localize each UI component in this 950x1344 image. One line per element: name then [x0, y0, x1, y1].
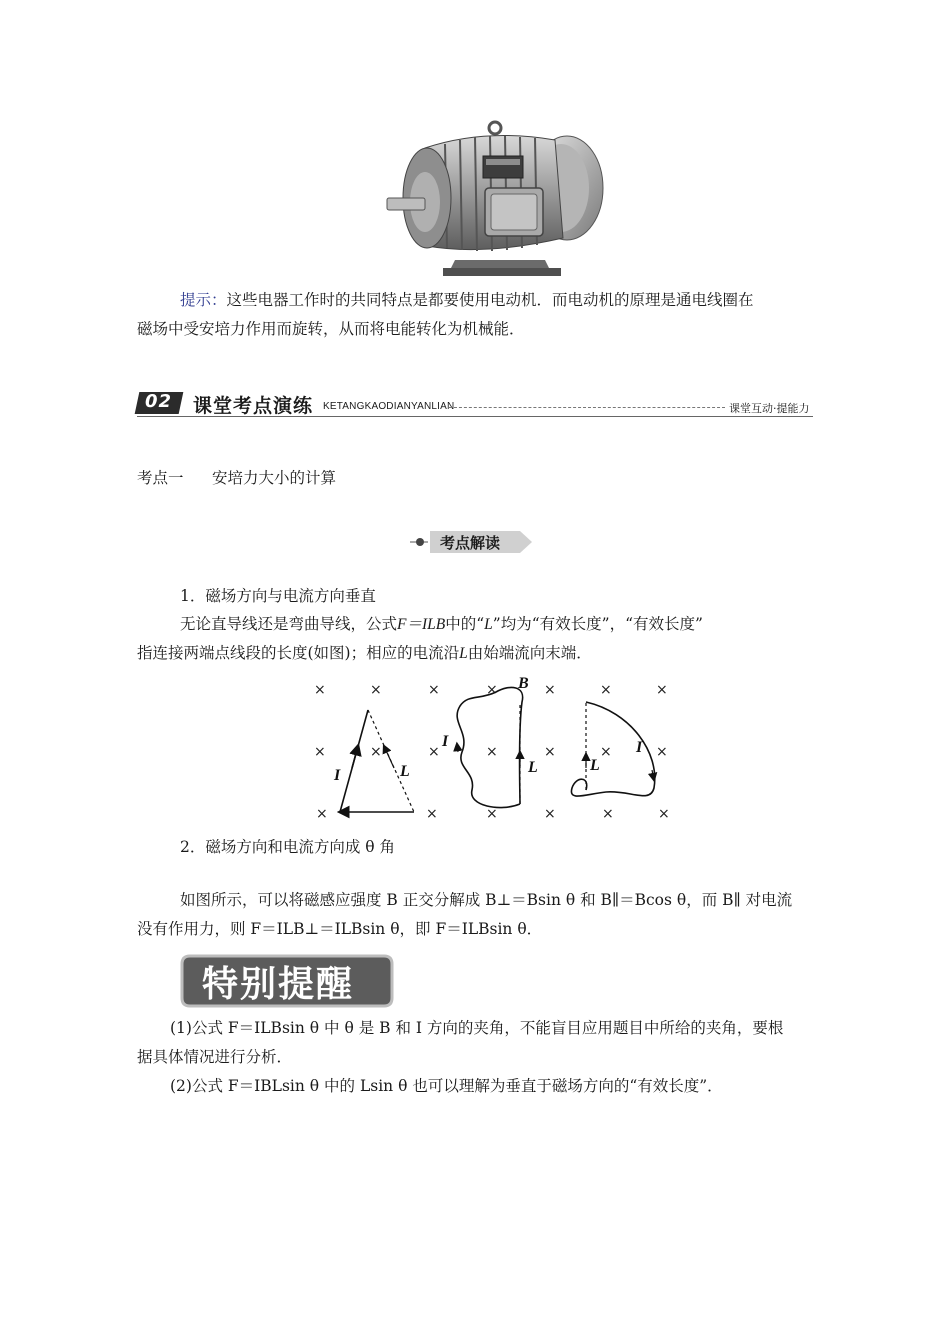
effective-length-figure	[300, 672, 680, 832]
item2-para-line1: 如图所示，可以将磁感应强度 B 正交分解成 B⊥＝Bsin θ 和 B∥＝Bcos θ，而 B∥ 对电流	[180, 891, 793, 909]
reminder-title: 特别提醒	[202, 964, 355, 1005]
note-1-line-1: (1)公式 F＝ILBsin θ 中 θ 是 B 和 I 方向的夹角，不能盲目应用题目中所给的夹角，要根	[170, 1019, 784, 1037]
hint-label: 提示：	[180, 291, 227, 309]
banner-right-label: 课堂互动·提能力	[729, 402, 810, 415]
cross-mark: ×	[314, 744, 326, 760]
pill-heading	[410, 529, 534, 555]
item1-heading: 1．磁场方向与电流方向垂直	[180, 587, 376, 605]
cross-mark: ×	[314, 682, 326, 698]
item1-text-e: 由始端流向末端．	[467, 644, 592, 662]
cross-mark: ×	[428, 744, 440, 760]
label-I: I	[636, 739, 643, 756]
symbol-L: L	[484, 616, 493, 633]
item1-text-d: 指连接两端点线段的长度(如图)；相应的电流沿	[137, 644, 460, 662]
cross-mark: ×	[486, 744, 498, 760]
cross-mark: ×	[426, 806, 438, 822]
label-L: L	[400, 763, 410, 780]
cross-mark: ×	[486, 682, 498, 698]
hint-line-1	[180, 286, 754, 315]
cross-mark: ×	[316, 806, 328, 822]
label-I: I	[334, 767, 341, 784]
item1-text-a: 无论直导线还是弯曲导线，公式	[180, 615, 398, 633]
item1-para-line1	[180, 610, 703, 639]
banner-underline	[137, 416, 813, 417]
item1-text-b: 中的“	[445, 615, 485, 633]
topic-title: 安培力大小的计算	[212, 469, 337, 487]
cross-mark: ×	[370, 682, 382, 698]
label-B: B	[518, 675, 529, 692]
banner-title: 课堂考点演练	[193, 395, 314, 417]
cross-mark: ×	[544, 682, 556, 698]
topic-label: 考点一	[137, 469, 184, 487]
cross-mark: ×	[544, 744, 556, 760]
cross-mark: ×	[370, 744, 382, 760]
label-I: I	[442, 733, 449, 750]
pill-text: 考点解读	[440, 534, 501, 552]
cross-mark: ×	[658, 806, 670, 822]
electric-motor-image	[385, 118, 610, 283]
label-L: L	[590, 757, 600, 774]
cross-mark: ×	[656, 682, 668, 698]
cross-mark: ×	[600, 682, 612, 698]
item1-text-c: ”均为“有效长度”，“有效长度”	[492, 615, 703, 633]
loop-wire	[571, 702, 654, 796]
note-1-line-2: 据具体情况进行分析．	[137, 1048, 293, 1066]
formula-F-ILB: F＝ILB	[397, 616, 446, 633]
hint-text-1: 这些电器工作时的共同特点是都要使用电动机．而电动机的原理是通电线圈在	[226, 291, 754, 309]
item2-para-line2: 没有作用力，则 F＝ILB⊥＝ILBsin θ，即 F＝ILBsin θ．	[137, 920, 543, 938]
banner-dash-line	[449, 407, 725, 408]
cross-mark: ×	[600, 744, 612, 760]
cross-mark: ×	[602, 806, 614, 822]
magnetic-field-crosses	[314, 682, 670, 822]
cross-mark: ×	[486, 806, 498, 822]
item2-heading: 2．磁场方向和电流方向成 θ 角	[180, 838, 396, 856]
item1-para-line2	[137, 639, 592, 668]
banner-number: 02	[145, 391, 173, 412]
symbol-L-2: L	[459, 645, 468, 662]
note-2-line-1: (2)公式 F＝IBLsin θ 中的 Lsin θ 也可以理解为垂直于磁场方向的“有效长度”．	[170, 1077, 723, 1095]
hint-line-2: 磁场中受安培力作用而旋转，从而将电能转化为机械能．	[137, 320, 525, 338]
cross-mark: ×	[656, 744, 668, 760]
section-banner	[137, 390, 813, 420]
label-L: L	[528, 759, 538, 776]
banner-subtitle: KETANGKAODIANYANLIAN	[323, 401, 455, 412]
special-reminder-banner	[180, 950, 394, 1012]
triangle-wire	[340, 710, 414, 812]
cross-mark: ×	[428, 682, 440, 698]
cross-mark: ×	[544, 806, 556, 822]
